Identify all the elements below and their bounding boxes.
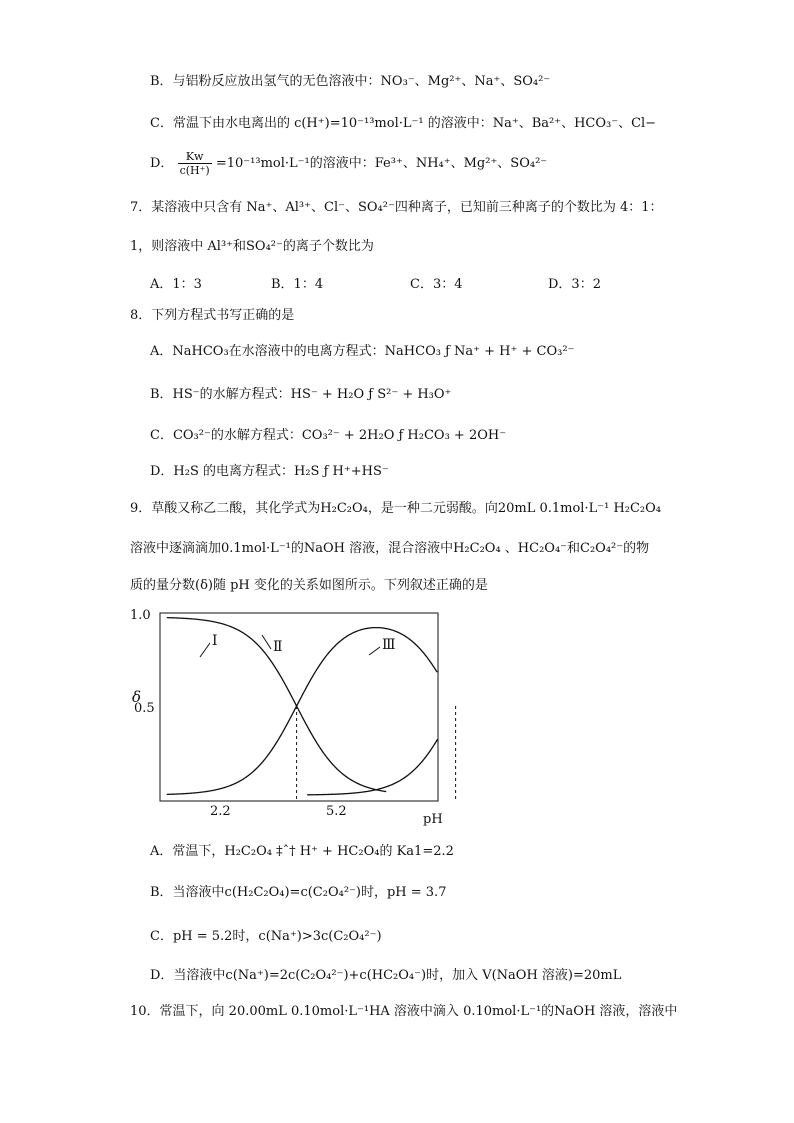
q7-option-d[interactable]: D．3：2 (548, 277, 601, 292)
q6-option-d (150, 150, 547, 177)
q8-stem: 8．下列方程式书写正确的是 (130, 308, 295, 323)
q7-option-b[interactable]: B．1：4 (271, 277, 324, 292)
q8-option-a[interactable]: A．NaHCO₃在水溶液中的电离方程式：NaHCO₃ ƒ Na⁺ + H⁺ + CO₃²⁻ (150, 344, 575, 359)
q6-option-b: B．与铝粉反应放出氢气的无色溶液中：NO₃⁻、Mg²⁺、Na⁺、SO₄²⁻ (150, 74, 551, 89)
q7-stem-1: 7．某溶液中只含有 Na⁺、Al³⁺、Cl⁻、SO₄²⁻四种离子，已知前三种离子的个数比为 4：1： (130, 200, 663, 215)
q7-option-a[interactable]: A．1：3 (150, 277, 202, 292)
chart-frame (160, 613, 438, 801)
curve-label-3: Ⅲ (382, 637, 396, 653)
q9-option-d[interactable]: D．当溶液中c(Na⁺)=2c(C₂O₄²⁻)+c(HC₂O₄⁻)时，加入 V(NaOH 溶液)=20mL (150, 968, 622, 983)
curve-label-3-pointer (369, 647, 380, 655)
y-axis-label: δ (132, 688, 142, 706)
q7-option-c[interactable]: C．3：4 (410, 277, 463, 292)
q9-option-a[interactable]: A．常温下，H₂C₂O₄ ‡ˆ† H⁺ + HC₂O₄的 Ka1=2.2 (150, 844, 454, 859)
q6-option-c: C．常温下由水电离出的 c(H⁺)=10⁻¹³mol·L⁻¹ 的溶液中：Na⁺、Ba²⁺、HCO₃⁻、Cl− (150, 116, 657, 131)
q9-stem-2: 溶液中逐滴滴加0.1mol·L⁻¹的NaOH 溶液，混合溶液中H₂C₂O₄ 、HC₂O₄⁻和C₂O₄²⁻的物 (130, 541, 650, 556)
x-tick-2.2: 2.2 (210, 804, 231, 819)
kw-numerator: Kw (178, 150, 212, 164)
q10-stem: 10．常温下，向 20.00mL 0.10mol·L⁻¹HA 溶液中滴入 0.10mol·L⁻¹的NaOH 溶液，溶液中 (130, 1004, 678, 1019)
q9-stem-3: 质的量分数(δ)随 pH 变化的关系如图所示。下列叙述正确的是 (130, 578, 488, 593)
y-tick-1: 1.0 (130, 608, 151, 623)
q7-stem-2: 1，则溶液中 Al³⁺和SO₄²⁻的离子个数比为 (130, 239, 374, 254)
curve-label-1: Ⅰ (212, 633, 218, 649)
series-3-line (307, 739, 437, 795)
speciation-chart (128, 605, 458, 830)
q9-option-b[interactable]: B．当溶液中c(H₂C₂O₄)=c(C₂O₄²⁻)时，pH = 3.7 (150, 885, 447, 900)
x-axis-label: pH (423, 812, 443, 827)
curve-label-2-pointer (262, 635, 271, 649)
curve-label-1-pointer (200, 643, 210, 657)
q6d-rest: =10⁻¹³mol·L⁻¹的溶液中：Fe³⁺、NH₄⁺、Mg²⁺、SO₄²⁻ (215, 156, 548, 171)
kw-denominator: c(H⁺) (179, 164, 210, 177)
series-2-line (167, 628, 437, 795)
y-tick-0.5: 0.5 (134, 701, 155, 716)
curve-label-2: Ⅱ (273, 639, 283, 655)
q9-option-c[interactable]: C．pH = 5.2时，c(Na⁺)>3c(C₂O₄²⁻) (150, 929, 382, 944)
q8-option-b[interactable]: B．HS⁻的水解方程式：HS⁻ + H₂O ƒ S²⁻ + H₃O⁺ (150, 387, 452, 402)
q9-stem-1: 9．草酸又称乙二酸，其化学式为H₂C₂O₄，是一种二元弱酸。向20mL 0.1mol·L⁻¹ H₂C₂O₄ (130, 501, 662, 516)
q8-option-d[interactable]: D．H₂S 的电离方程式：H₂S ƒ H⁺+HS⁻ (150, 464, 389, 479)
q8-option-c[interactable]: C．CO₃²⁻的水解方程式：CO₃²⁻ + 2H₂O ƒ H₂CO₃ + 2OH⁻ (150, 428, 507, 443)
q6d-prefix: D． (150, 156, 174, 171)
kw-fraction (178, 150, 212, 177)
x-tick-5.2: 5.2 (326, 804, 347, 819)
